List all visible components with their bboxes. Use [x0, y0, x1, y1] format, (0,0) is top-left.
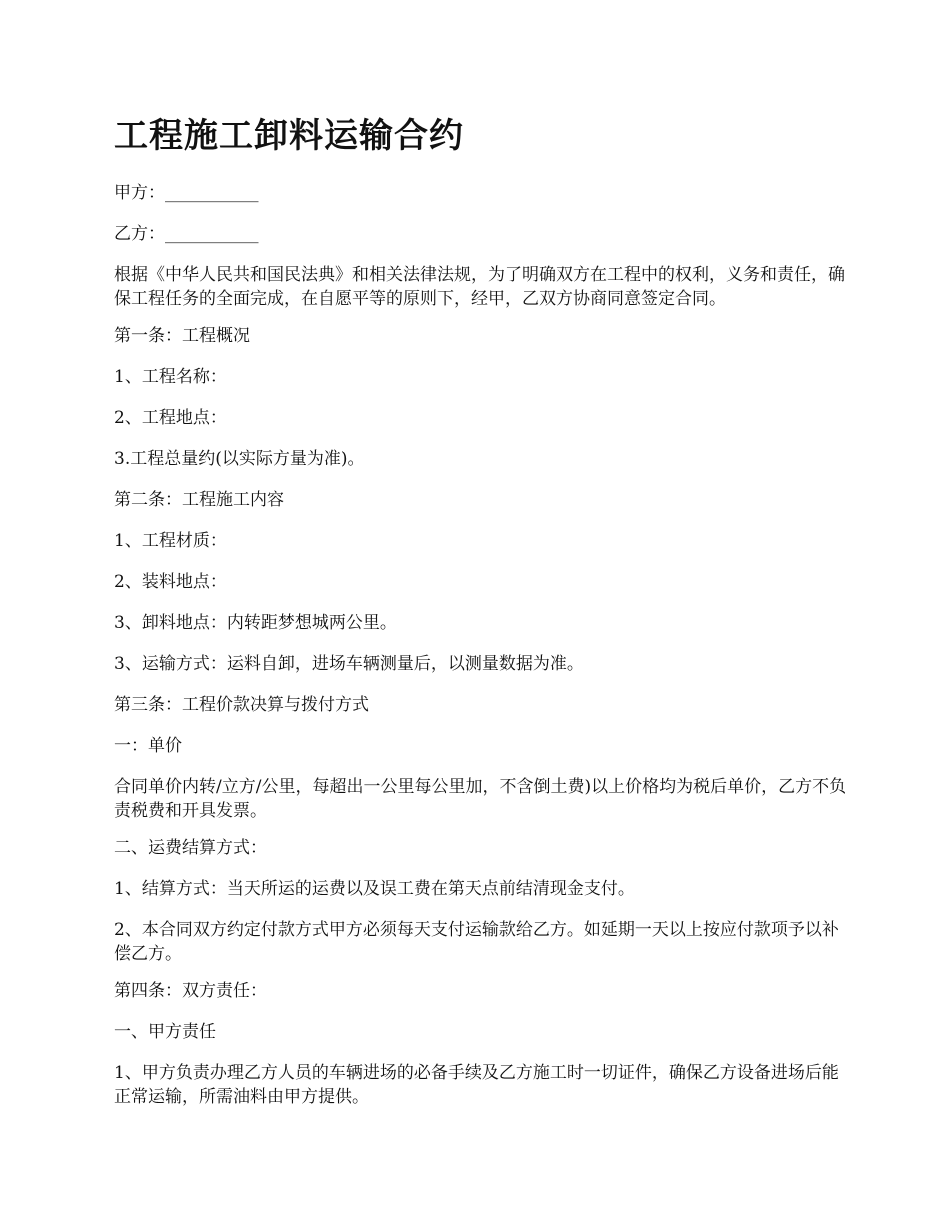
unloading-location-line: 3、卸料地点：内转距梦想城两公里。	[114, 613, 397, 633]
article-1-heading: 第一条：工程概况	[114, 326, 250, 346]
preamble-paragraph: 根据《中华人民共和国民法典》和相关法律法规，为了明确双方在工程中的权利，义务和责任，确保工程任务的全面完成，在自愿平等的原则下，经甲，乙双方协商同意签定合同。	[114, 265, 845, 309]
unit-price-paragraph: 合同单价内转/立方/公里，每超出一公里每公里加，不含倒土费)以上价格均为税后单价，乙方不负责税费和开具发票。	[114, 777, 847, 821]
loading-location-line: 2、装料地点：	[114, 572, 227, 592]
article-3-heading: 第三条：工程价款决算与拨付方式	[114, 695, 369, 715]
material-line: 1、工程材质：	[114, 531, 227, 551]
payment-terms-paragraph: 2、本合同双方约定付款方式甲方必须每天支付运输款给乙方。如延期一天以上按应付款项予以补偿乙方。	[114, 920, 839, 964]
project-name-line: 1、工程名称：	[114, 367, 227, 387]
freight-settlement-heading: 二、运费结算方式：	[114, 838, 267, 858]
party-b-line: 乙方：___________	[114, 224, 259, 244]
unit-price-heading: 一：单价	[114, 736, 182, 756]
party-a-line: 甲方：___________	[114, 183, 259, 203]
project-volume-line: 3.工程总量约(以实际方量为准)。	[114, 449, 365, 469]
article-4-heading: 第四条：双方责任：	[114, 981, 267, 1001]
party-a-duties-heading: 一、甲方责任	[114, 1022, 216, 1042]
settlement-method-line: 1、结算方式：当天所运的运费以及误工费在第天点前结清现金支付。	[114, 879, 635, 899]
transport-method-line: 3、运输方式：运料自卸，进场车辆测量后，以测量数据为准。	[114, 654, 584, 674]
party-a-duty-1-paragraph: 1、甲方负责办理乙方人员的车辆进场的必备手续及乙方施工时一切证件，确保乙方设备进场后能正常运输，所需油料由甲方提供。	[114, 1063, 839, 1107]
document-title: 工程施工卸料运输合约	[114, 116, 464, 156]
article-2-heading: 第二条：工程施工内容	[114, 490, 284, 510]
project-location-line: 2、工程地点：	[114, 408, 227, 428]
